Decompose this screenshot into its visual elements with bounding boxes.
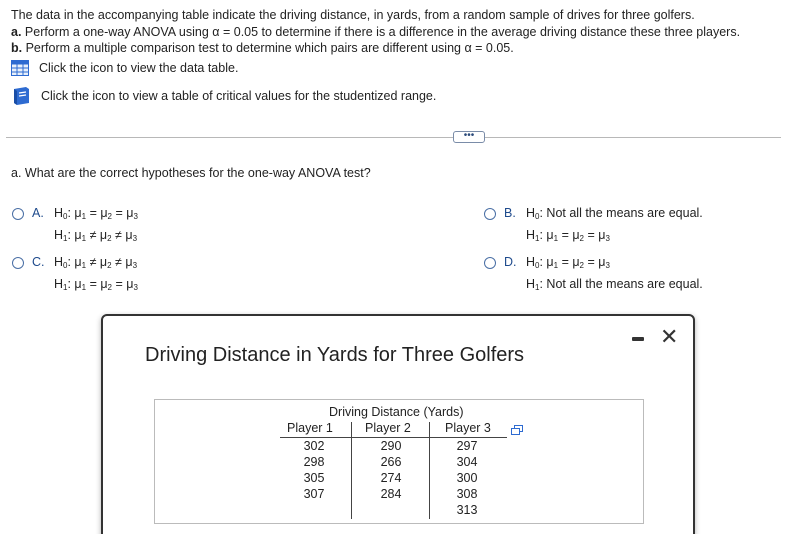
table-cell: 302 bbox=[303, 439, 325, 453]
question-text: a. What are the correct hypotheses for the one-way ANOVA test? bbox=[11, 166, 371, 180]
data-table-panel bbox=[154, 399, 644, 524]
part-b-text: Perform a multiple comparison test to determine which pairs are different using α = 0.05. bbox=[22, 41, 514, 55]
data-table-dialog bbox=[101, 314, 695, 534]
option-c-radio[interactable] bbox=[12, 257, 24, 269]
data-table-link-label: Click the icon to view the data table. bbox=[39, 61, 239, 75]
table-cell: 274 bbox=[380, 471, 402, 485]
critical-values-link-row bbox=[11, 86, 436, 106]
option-b-h1: $H_1$: $\mu_1 = \mu_2 = \mu_3$ bbox=[526, 228, 610, 243]
table-cell: 307 bbox=[303, 487, 325, 501]
table-cell: 300 bbox=[456, 471, 478, 485]
player-3-column bbox=[446, 438, 488, 518]
option-b-h0-text: : Not all the means are equal. bbox=[539, 206, 703, 220]
dialog-title: Driving Distance in Yards for Three Golfers bbox=[145, 344, 525, 366]
intro-line-3 bbox=[11, 40, 781, 57]
part-b-label: b. bbox=[11, 41, 23, 55]
player-1-column bbox=[293, 438, 335, 502]
option-d-letter: D. bbox=[504, 255, 517, 269]
option-b-radio[interactable] bbox=[484, 208, 496, 220]
copy-icon[interactable] bbox=[511, 425, 523, 436]
intro-line-1: The data in the accompanying table indicate the driving distance, in yards, from a random sample of drives for three golfers. bbox=[11, 8, 695, 22]
option-b-h0: $H_0$: Not all the means are equal. bbox=[526, 206, 703, 221]
option-c-letter: C. bbox=[32, 255, 45, 269]
header-player-3: Player 3 bbox=[445, 421, 491, 435]
header-player-2: Player 2 bbox=[365, 421, 411, 435]
part-a-label: a. bbox=[11, 24, 22, 39]
table-cell: 308 bbox=[456, 487, 478, 501]
option-c-h0: $H_0$: $\mu_1 \ne \mu_2 \ne \mu_3$ bbox=[54, 255, 138, 270]
part-a-text: Perform a one-way ANOVA using α = 0.05 to determine if there is a difference in the average driving distance these three players. bbox=[21, 24, 741, 39]
option-d-h0: $H_0$: $\mu_1 = \mu_2 = \mu_3$ bbox=[526, 255, 610, 270]
option-d-radio[interactable] bbox=[484, 257, 496, 269]
option-a-radio[interactable] bbox=[12, 208, 24, 220]
section-divider bbox=[6, 137, 781, 138]
minimize-button[interactable] bbox=[632, 337, 644, 341]
critical-values-link-label: Click the icon to view a table of critical values for the studentized range. bbox=[41, 89, 437, 103]
option-d-h1-text: : Not all the means are equal. bbox=[539, 277, 703, 291]
option-a-letter: A. bbox=[32, 206, 44, 220]
table-cell: 297 bbox=[456, 439, 478, 453]
data-table-link-row bbox=[11, 60, 238, 76]
option-a-h1: $H_1$: $\mu_1 \ne \mu_2 \ne \mu_3$ bbox=[54, 228, 138, 243]
table-icon[interactable] bbox=[11, 60, 29, 76]
option-c-h1: $H_1$: $\mu_1 = \mu_2 = \mu_3$ bbox=[54, 277, 138, 292]
expand-more-button[interactable]: ••• bbox=[453, 131, 485, 143]
column-divider-2 bbox=[429, 422, 430, 519]
table-cell: 304 bbox=[456, 455, 478, 469]
table-cell: 305 bbox=[303, 471, 325, 485]
table-cell: 298 bbox=[303, 455, 325, 469]
table-cell: 313 bbox=[456, 503, 478, 517]
intro-line-2 bbox=[11, 24, 781, 41]
table-cell: 284 bbox=[380, 487, 402, 501]
data-table-title: Driving Distance (Yards) bbox=[329, 405, 464, 419]
problem-statement bbox=[11, 7, 781, 57]
option-d-h1: $H_1$: Not all the means are equal. bbox=[526, 277, 703, 292]
player-2-column bbox=[370, 438, 412, 502]
table-cell: 266 bbox=[380, 455, 402, 469]
column-divider-1 bbox=[351, 422, 352, 519]
close-icon[interactable]: ✕ bbox=[660, 324, 679, 349]
table-cell: 290 bbox=[380, 439, 402, 453]
book-icon[interactable] bbox=[11, 86, 31, 106]
option-b-letter: B. bbox=[504, 206, 516, 220]
option-a-h0: $H_0$: $\mu_1 = \mu_2 = \mu_3$ bbox=[54, 206, 138, 221]
header-player-1: Player 1 bbox=[287, 421, 333, 435]
